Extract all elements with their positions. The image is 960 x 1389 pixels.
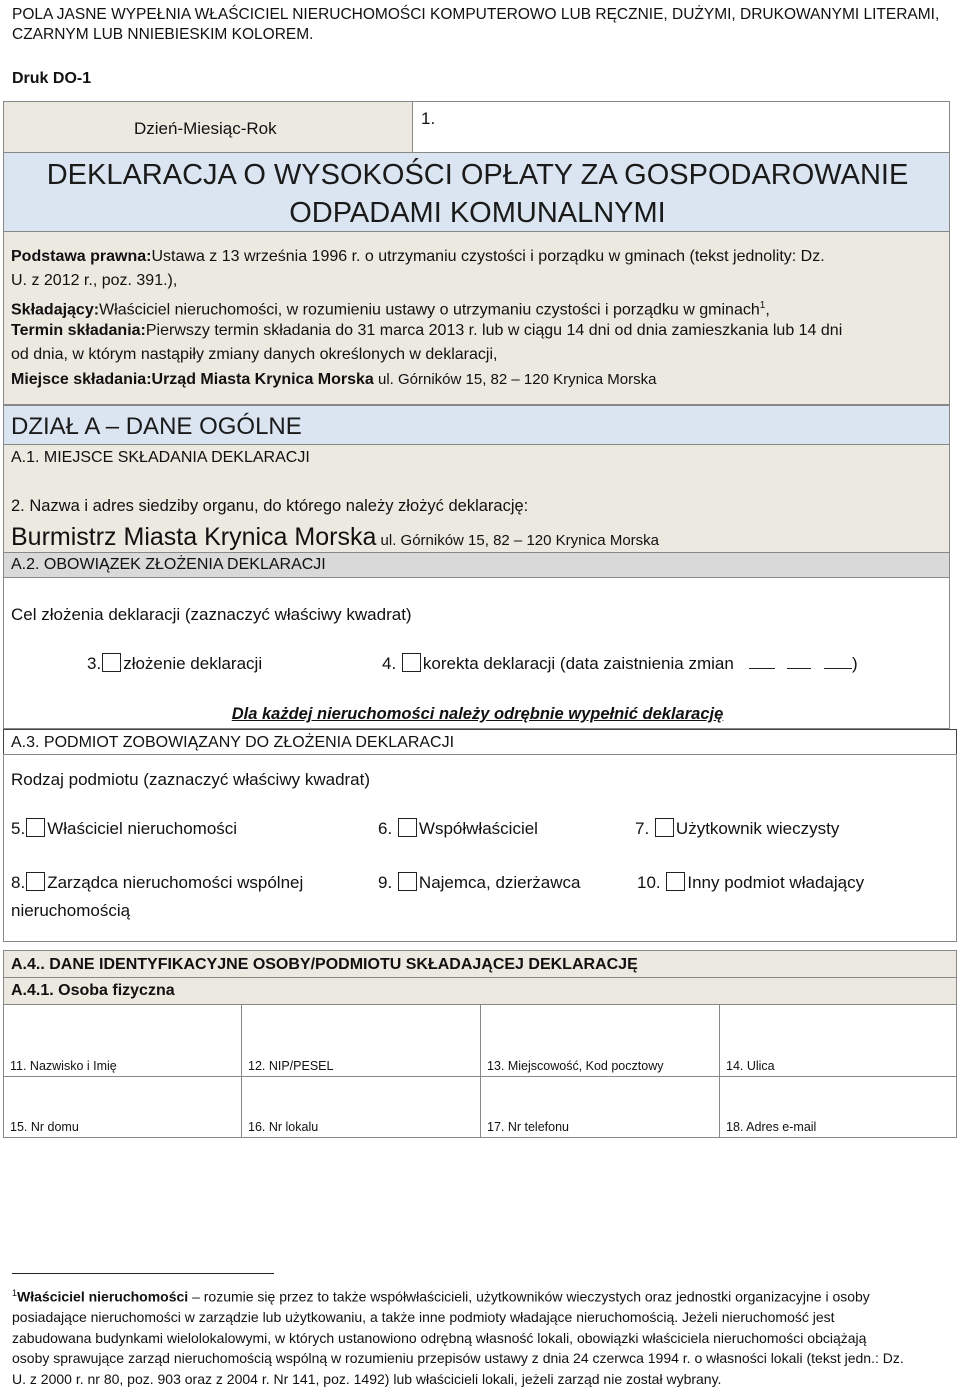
field-ulica-label: 14. Ulica xyxy=(726,1059,775,1073)
footnote-text-2: posiadające nieruchomości w zarządzie lub użytkowaniu, a także inne podmioty władające nieruchomością. Jeżeli nieruchomość jest xyxy=(12,1309,835,1326)
checkbox-zarzadca[interactable] xyxy=(26,872,45,891)
note-text: Dla każdej nieruchomości należy odrębnie wypełnić deklarację xyxy=(231,705,724,723)
field-nr-telefonu[interactable] xyxy=(481,1077,720,1137)
option-5 xyxy=(11,818,237,840)
date-blank-year[interactable] xyxy=(824,654,852,669)
option-3 xyxy=(87,653,262,675)
field-miejscowosc-label: 13. Miejscowość, Kod pocztowy xyxy=(487,1059,664,1073)
field-nr-lokalu-label: 16. Nr lokalu xyxy=(248,1120,319,1134)
footnote-line1 xyxy=(12,1283,952,1307)
field-email[interactable] xyxy=(720,1077,956,1137)
footnote xyxy=(12,1283,952,1389)
instruction-text-line2: CZARNYM LUB NNIEBIESKIM KOLOREM. xyxy=(12,26,314,43)
footnote-text-3: zabudowana budynkami wielolokalowymi, w których ustanowiono odrębną własność lokali, obowiązki właściciela nieruchomości obciążają xyxy=(12,1329,867,1346)
a3-title: A.3. PODMIOT ZOBOWIĄZANY DO ZŁOŻENIA DEKLARACJI xyxy=(11,734,455,751)
option-7-label: Użytkownik wieczysty xyxy=(675,819,840,838)
a41-title: A.4.1. Osoba fizyczna xyxy=(11,982,175,999)
option-4 xyxy=(382,653,858,675)
checkbox-korekta[interactable] xyxy=(402,653,421,672)
checkbox-inny-podmiot[interactable] xyxy=(666,872,685,891)
footnote-text-5: U. z 2000 r. nr 80, poz. 903 oraz z 2004 r. Nr 141, poz. 1492) lub właścicieli lokali, jeżeli zarząd nie został wybrany. xyxy=(12,1370,722,1387)
form-code: Druk DO-1 xyxy=(12,70,92,87)
option-5-label: Właściciel nieruchomości xyxy=(47,819,238,838)
option-9-label: Najemca, dzierżawca xyxy=(418,873,581,892)
podstawa-text-2: U. z 2012 r., poz. 391.), xyxy=(11,272,178,289)
page-title-line1: DEKLARACJA O WYSOKOŚCI OPŁATY ZA GOSPODAROWANIE xyxy=(46,159,909,191)
option-3-label: złożenie deklaracji xyxy=(123,654,263,673)
a2-block xyxy=(3,577,950,729)
a1-title: A.1. MIEJSCE SKŁADANIA DEKLARACJI xyxy=(11,449,310,466)
skladajacy-comma: , xyxy=(765,301,770,319)
field-nr-lokalu[interactable] xyxy=(242,1077,481,1137)
option-5-number: 5. xyxy=(11,819,26,838)
title-band xyxy=(3,152,950,232)
miejsce-bold: Urząd Miasta Krynica Morska xyxy=(151,371,374,388)
skladajacy-line xyxy=(11,295,770,321)
podstawa-line xyxy=(11,246,825,268)
organ-address: ul. Górników 15, 82 – 120 Krynica Morska xyxy=(376,532,659,549)
field-1-box[interactable] xyxy=(412,101,950,153)
a41-header xyxy=(3,977,957,1005)
checkbox-wlasciciel[interactable] xyxy=(26,818,45,837)
field-nazwisko-label: 11. Nazwisko i Imię xyxy=(10,1059,117,1073)
option-9-number: 9. xyxy=(378,873,393,892)
option-6-label: Współwłaściciel xyxy=(418,819,538,838)
option-4-number: 4. xyxy=(382,654,397,673)
option-8-label: Zarządca nieruchomości wspólnej xyxy=(47,873,304,892)
field-2-label: 2. Nazwa i adres siedziby organu, do którego należy złożyć deklarację: xyxy=(11,497,529,515)
date-label: Dzień-Miesiąc-Rok xyxy=(134,119,277,138)
option-8 xyxy=(11,872,303,894)
a3-block xyxy=(3,754,957,942)
instruction-text-line1: POLA JASNE WYPEŁNIA WŁAŚCICIEL NIERUCHOMOŚCI KOMPUTEROWO LUB RĘCZNIE, DUŻYMI, DRUKOWANYMI LITERAMI, xyxy=(12,6,940,23)
option-7 xyxy=(635,818,839,840)
footnote-marker: 1 xyxy=(759,300,766,311)
option-8-label-2: nieruchomością xyxy=(11,901,131,920)
option-10-number: 10. xyxy=(637,873,661,892)
option-7-number: 7. xyxy=(635,819,650,838)
legal-info-block xyxy=(3,231,950,405)
a4-header xyxy=(3,950,957,978)
podstawa-label: Podstawa prawna: xyxy=(11,248,152,265)
option-6-number: 6. xyxy=(378,819,393,838)
field-email-label: 18. Adres e-mail xyxy=(726,1120,817,1134)
field-nr-domu[interactable] xyxy=(4,1077,242,1137)
field-nr-domu-label: 15. Nr domu xyxy=(10,1120,79,1134)
termin-label: Termin składania: xyxy=(11,322,146,339)
field-1-label: 1. xyxy=(421,109,436,128)
date-blank-day[interactable] xyxy=(749,654,775,669)
grid-row-2 xyxy=(4,1077,956,1137)
a2-header xyxy=(3,552,950,578)
a3-header xyxy=(3,729,957,755)
skladajacy-text: Właściciel nieruchomości, w rozumieniu ustawy o utrzymaniu czystości i porządku w gminach xyxy=(99,301,760,319)
field-miejscowosc[interactable] xyxy=(481,1005,720,1076)
field-nr-telefonu-label: 17. Nr telefonu xyxy=(487,1120,569,1134)
grid-row-1 xyxy=(4,1005,956,1077)
checkbox-zlozenie[interactable] xyxy=(102,653,121,672)
footnote-sup: 1 xyxy=(12,1288,18,1298)
checkbox-najemca[interactable] xyxy=(398,872,417,891)
field-ulica[interactable] xyxy=(720,1005,956,1076)
identification-grid xyxy=(3,1004,957,1138)
section-a-header xyxy=(3,405,950,445)
podstawa-text: Ustawa z 13 września 1996 r. o utrzymaniu czystości i porządku w gminach (tekst jednolity: Dz. xyxy=(151,248,825,265)
checkbox-wspolwlasciciel[interactable] xyxy=(398,818,417,837)
organ-name: Burmistrz Miasta Krynica Morska xyxy=(11,523,377,551)
cel-label: Cel złożenia deklaracji (zaznaczyć właściwy kwadrat) xyxy=(11,605,412,624)
a4-title: A.4.. DANE IDENTYFIKACYJNE OSOBY/PODMIOTU SKŁADAJĄCEJ DEKLARACJĘ xyxy=(11,956,638,973)
section-a-title: DZIAŁ A – DANE OGÓLNE xyxy=(11,413,302,440)
page-title-line2: ODPADAMI KOMUNALNYMI xyxy=(289,197,666,229)
checkbox-uzytkownik-wieczysty[interactable] xyxy=(655,818,674,837)
option-4-label: korekta deklaracji (data zaistnienia zmian xyxy=(422,654,734,673)
miejsce-text: ul. Górników 15, 82 – 120 Krynica Morska xyxy=(373,371,657,388)
footnote-text-4: osoby sprawujące zarząd nieruchomością wspólną w rozumieniu przepisów ustawy z dnia 24 czerwca 1994 r. o własności lokali (tekst jedn.: Dz. xyxy=(12,1350,904,1367)
date-field[interactable] xyxy=(3,101,413,153)
field-nazwisko[interactable] xyxy=(4,1005,242,1076)
option-9 xyxy=(378,872,580,894)
option-4-close: ) xyxy=(852,654,858,673)
field-nip-pesel[interactable] xyxy=(242,1005,481,1076)
skladajacy-label: Składający: xyxy=(11,301,100,319)
option-10-label: Inny podmiot władający xyxy=(687,873,865,892)
date-blank-month[interactable] xyxy=(787,654,811,669)
termin-line xyxy=(11,320,842,342)
option-6 xyxy=(378,818,538,840)
miejsce-label: Miejsce składania: xyxy=(11,371,152,388)
footnote-divider xyxy=(12,1273,274,1274)
footnote-text-1: – rozumie się przez to także współwłaścicieli, użytkowników wieczystych oraz jednostki organizacyjne i osoby xyxy=(188,1288,870,1305)
a2-title: A.2. OBOWIĄZEK ZŁOŻENIA DEKLARACJI xyxy=(11,556,326,573)
termin-text-2: od dnia, w którym nastąpiły zmiany danych określonych w deklaracji, xyxy=(11,346,498,363)
option-3-number: 3. xyxy=(87,654,102,673)
option-10 xyxy=(637,872,864,894)
footnote-bold: Właściciel nieruchomości xyxy=(17,1288,189,1305)
termin-text: Pierwszy termin składania do 31 marca 2013 r. lub w ciągu 14 dni od dnia zamieszkania lub 14 dni xyxy=(145,322,843,339)
field-nip-pesel-label: 12. NIP/PESEL xyxy=(248,1059,334,1073)
option-8-number: 8. xyxy=(11,873,26,892)
miejsce-line xyxy=(11,369,656,391)
rodzaj-label: Rodzaj podmiotu (zaznaczyć właściwy kwadrat) xyxy=(11,770,371,789)
